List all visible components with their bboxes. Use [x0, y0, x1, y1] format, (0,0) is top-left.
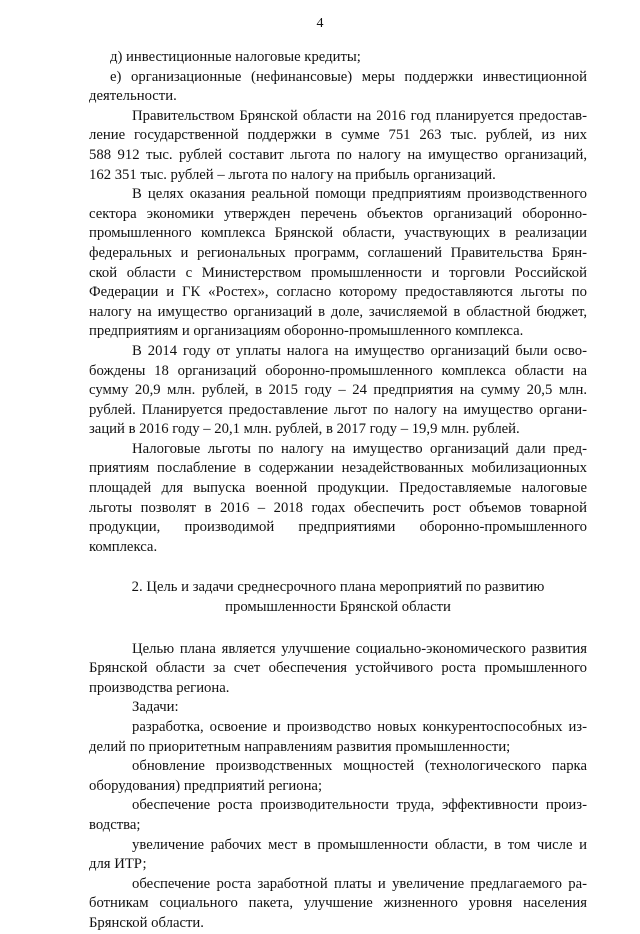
paragraph-task-jobs	[89, 836, 587, 875]
text-line: Налоговые льготы по налогу на имущество организаций дали пред-	[132, 440, 587, 457]
text-line: комплекса.	[89, 538, 158, 555]
text-line: Федерации и ГК «Ростех», согласно которому предоставляются льготы по	[89, 284, 587, 301]
text-line: оборудования) предприятий региона;	[89, 777, 323, 794]
text-line: делий по приоритетным направлениям развития промышленности;	[89, 738, 511, 755]
text-line: деятельности.	[89, 88, 177, 105]
page-number: 4	[316, 16, 324, 31]
text-line: 588 912 тыс. рублей составит льгота по налогу на имущество организаций,	[89, 146, 587, 163]
text-line: Брянской области.	[89, 914, 204, 931]
text-line: ление государственной поддержки в сумме 751 263 тыс. рублей, из них	[89, 127, 587, 144]
text-line: ботникам социального пакета, улучшение жизненного уровня населения	[89, 895, 587, 912]
paragraph-tax-benefits	[89, 440, 587, 558]
text-line: ской области с Министерством промышленности и торговли Российской	[89, 264, 587, 281]
text-line: В 2014 году от уплаты налога на имущество организаций были осво-	[132, 342, 587, 359]
paragraph-plan-goal	[89, 640, 587, 699]
text-line: промышленного комплекса Брянской области, участвующих в реализации	[89, 225, 587, 242]
text-line: Правительством Брянской области на 2016 год планируется предостав-	[132, 107, 587, 124]
paragraph-tasks-label	[89, 698, 587, 718]
text-line: Брянской области за счет обеспечения устойчивого роста промышленного	[89, 660, 587, 677]
text-line: водства;	[89, 816, 141, 833]
text-line: предприятиям и организациям оборонно-промышленного комплекса.	[89, 323, 524, 340]
paragraph-task-wages	[89, 875, 587, 934]
section-heading	[89, 578, 587, 617]
text-line: обеспечение роста производительности труда, эффективности произ-	[132, 797, 587, 814]
text-line: продукции, производимой предприятиями оборонно-промышленного	[89, 519, 587, 536]
paragraph-task-productivity	[89, 796, 587, 835]
text-line: увеличение рабочих мест в промышленности области, в том числе и	[132, 836, 587, 853]
text-line: сектора экономики утвержден перечень объектов организаций оборонно-	[89, 205, 587, 222]
text-line: д) инвестиционные налоговые кредиты;	[110, 49, 361, 65]
text-line: бождены 18 организаций оборонно-промышленного комплекса области на	[89, 362, 587, 379]
text-line: обеспечение роста заработной платы и увеличение предлагаемого ра-	[132, 875, 587, 892]
text-line: е) организационные (нефинансовые) меры поддержки инвестиционной	[110, 68, 587, 85]
heading-line: 2. Цель и задачи среднесрочного плана мероприятий по развитию	[131, 579, 545, 596]
text-line: Целью плана является улучшение социально-экономического развития	[132, 640, 587, 657]
text-line: обновление производственных мощностей (технологического парка	[132, 758, 587, 775]
text-line: приятиям послабление в содержании незадействованных мобилизационных	[89, 460, 587, 477]
text-line: В целях оказания реальной помощи предприятиям производственного	[132, 186, 587, 203]
heading-line: промышленности Брянской области	[225, 599, 451, 616]
paragraph-defense-industry	[89, 185, 587, 342]
text-line: для ИТР;	[89, 856, 147, 873]
paragraph-task-development	[89, 718, 587, 757]
text-line: налогу на имущество организаций в доле, зачисляемой в областной бюджет,	[89, 303, 587, 320]
text-line: разработка, освоение и производство новых конкурентоспособных из-	[132, 719, 587, 735]
text-line: сумму 20,9 млн. рублей, в 2015 году – 24 предприятия на сумму 20,5 млн.	[89, 382, 587, 399]
paragraph-tax-exemption-2014	[89, 342, 587, 440]
text-line: федеральных и региональных программ, соглашений Правительства Брян-	[89, 244, 587, 261]
text-line: производства региона.	[89, 679, 230, 696]
paragraph-state-support	[89, 107, 587, 185]
text-line: рублей. Планируется предоставление льгот по налогу на имущество органи-	[89, 401, 587, 418]
text-line: площадей для выпуска военной продукции. Предоставляемые налоговые	[89, 480, 587, 497]
text-line: заций в 2016 году – 20,1 млн. рублей, в 2017 году – 19,9 млн. рублей.	[89, 421, 520, 438]
paragraph-list-items	[89, 48, 587, 107]
text-line: льготы позволят в 2016 – 2018 годах обеспечить рост объемов товарной	[89, 499, 587, 516]
text-line: Задачи:	[132, 699, 179, 716]
paragraph-task-renewal	[89, 757, 587, 796]
document-body	[89, 48, 587, 934]
text-line: 162 351 тыс. рублей – льгота по налогу на прибыль организаций.	[89, 166, 496, 183]
